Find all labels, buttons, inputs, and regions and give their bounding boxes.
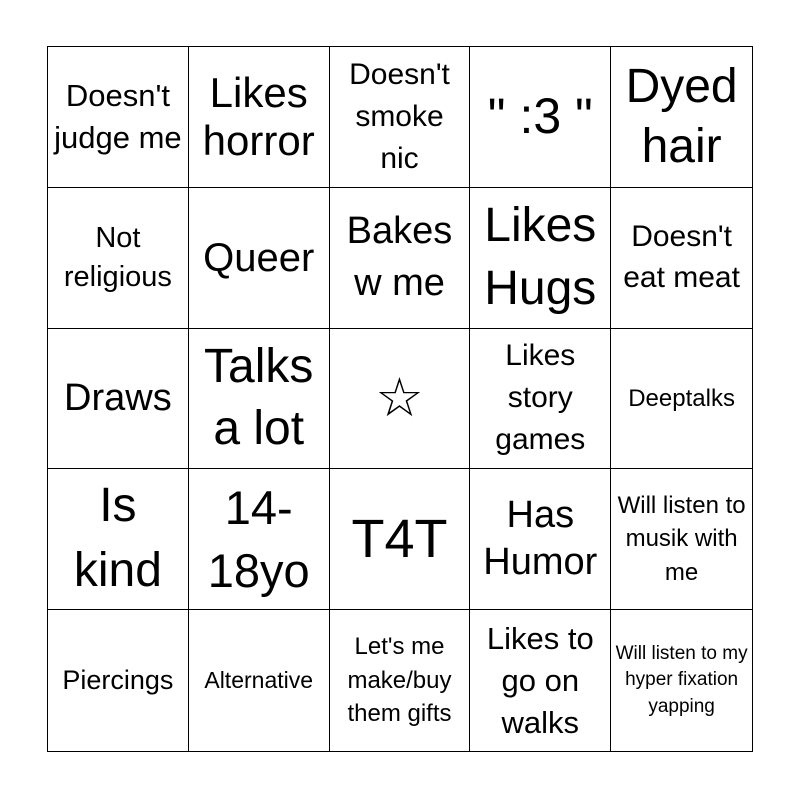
bingo-board xyxy=(47,46,753,752)
cell-label: Likes horror xyxy=(202,68,315,164)
cell-label: Has Humor xyxy=(483,493,598,584)
cell-label: Will listen to my hyper fixation yapping xyxy=(615,642,748,717)
cell-label: Doesn't eat meat xyxy=(623,220,740,294)
cell-label: Is kind xyxy=(73,479,162,598)
cell-label: Dyed hair xyxy=(625,59,738,173)
bingo-cell-14-18yo[interactable] xyxy=(189,469,330,610)
bingo-cell-dyed-hair[interactable] xyxy=(611,47,752,188)
bingo-cell-hyper-fixation-yapping[interactable] xyxy=(611,610,752,751)
bingo-cell-likes-horror[interactable] xyxy=(189,47,330,188)
bingo-cell-colon-three[interactable] xyxy=(470,47,611,188)
cell-label: Let's me make/buy them gifts xyxy=(347,633,452,728)
cell-label: Queer xyxy=(203,235,315,280)
cell-label: Alternative xyxy=(204,667,314,694)
cell-label: 14-18yo xyxy=(207,480,310,598)
bingo-cell-lets-me-make-buy-gifts[interactable] xyxy=(330,610,471,751)
bingo-cell-has-humor[interactable] xyxy=(470,469,611,610)
bingo-cell-is-kind[interactable] xyxy=(48,469,189,610)
bingo-cell-likes-hugs[interactable] xyxy=(470,188,611,329)
cell-label: Likes to go on walks xyxy=(486,620,594,740)
cell-label: " :3 " xyxy=(487,88,593,145)
bingo-cell-doesnt-smoke-nic[interactable] xyxy=(330,47,471,188)
star-outline-icon: ☆ xyxy=(375,368,424,429)
bingo-cell-queer[interactable] xyxy=(189,188,330,329)
cell-label: Not religious xyxy=(63,221,172,293)
bingo-cell-talks-a-lot[interactable] xyxy=(189,329,330,470)
bingo-cell-likes-to-go-on-walks[interactable] xyxy=(470,610,611,751)
bingo-cell-piercings[interactable] xyxy=(48,610,189,751)
cell-label: Doesn't smoke nic xyxy=(349,57,450,175)
bingo-cell-free-space[interactable] xyxy=(330,329,471,470)
cell-label: Will listen to musik with me xyxy=(617,491,746,587)
cell-label: Draws xyxy=(64,376,172,419)
bingo-cell-deeptalks[interactable] xyxy=(611,329,752,470)
cell-label: Likes Hugs xyxy=(484,199,597,315)
cell-label: Piercings xyxy=(62,665,174,696)
cell-label: Likes story games xyxy=(495,339,586,457)
cell-label: T4T xyxy=(351,509,448,570)
cell-label: Doesn't judge me xyxy=(54,78,182,155)
bingo-cell-alternative[interactable] xyxy=(189,610,330,751)
bingo-cell-draws[interactable] xyxy=(48,329,189,470)
bingo-cell-will-listen-to-musik[interactable] xyxy=(611,469,752,610)
bingo-cell-bakes-w-me[interactable] xyxy=(330,188,471,329)
bingo-cell-doesnt-judge-me[interactable] xyxy=(48,47,189,188)
bingo-cell-likes-story-games[interactable] xyxy=(470,329,611,470)
cell-label: Deeptalks xyxy=(628,384,735,412)
bingo-cell-not-religious[interactable] xyxy=(48,188,189,329)
cell-label: Bakes w me xyxy=(346,210,453,304)
bingo-cell-t4t[interactable] xyxy=(330,469,471,610)
cell-label: Talks a lot xyxy=(204,340,314,456)
bingo-cell-doesnt-eat-meat[interactable] xyxy=(611,188,752,329)
